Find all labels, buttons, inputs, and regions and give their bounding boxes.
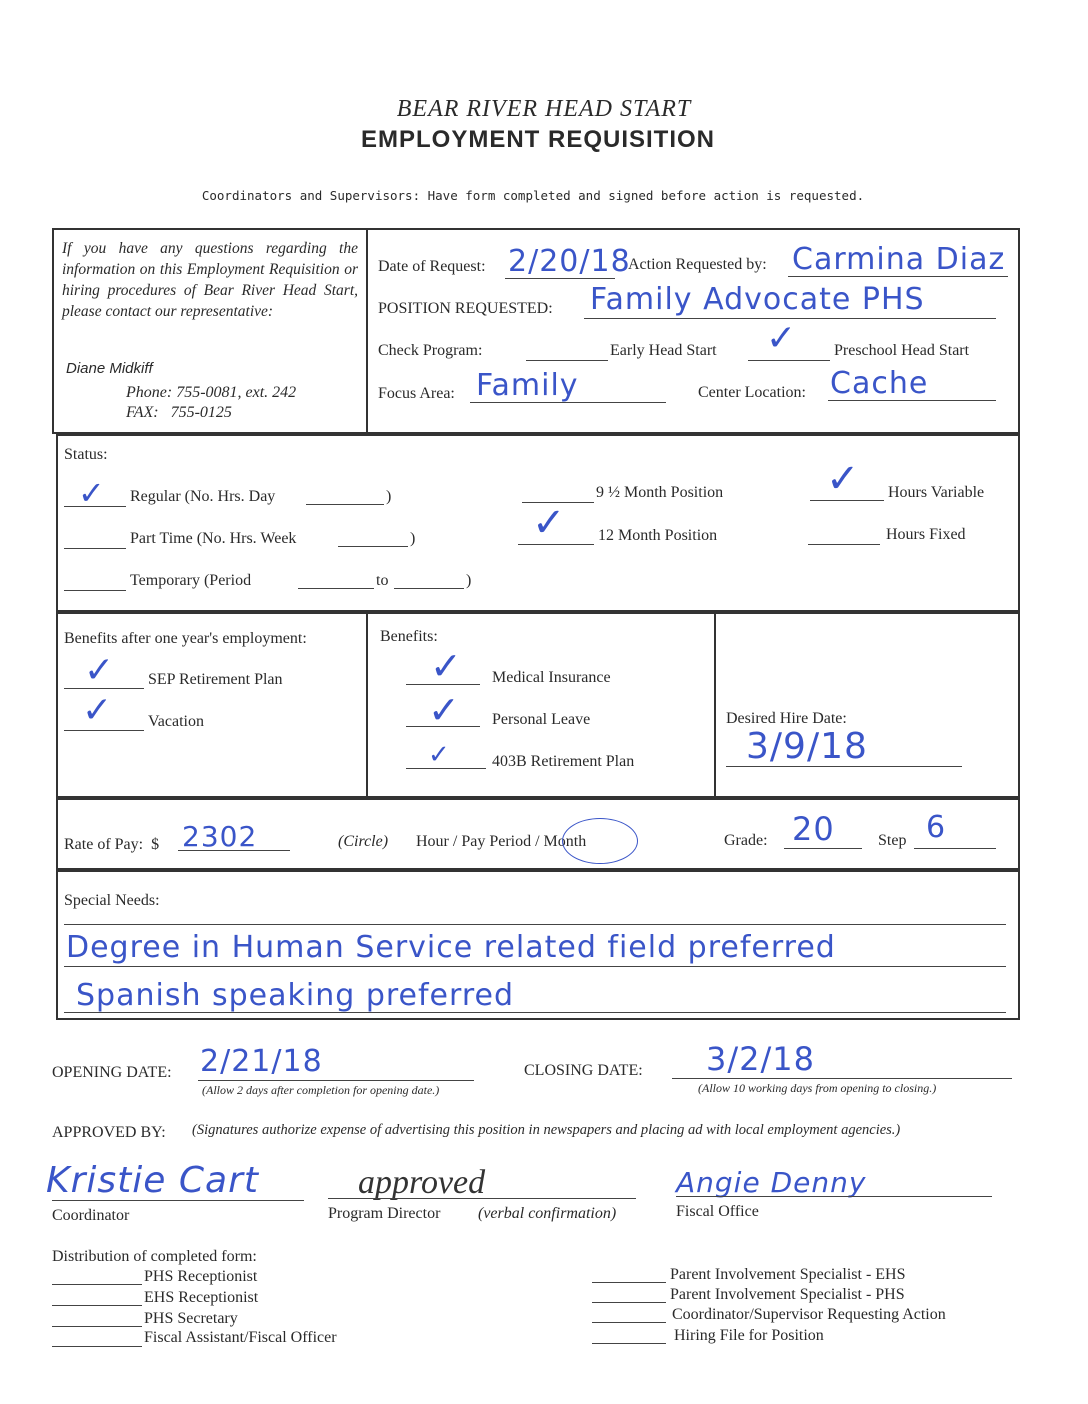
distribution-left-item: PHS Secretary <box>144 1310 238 1327</box>
sep-label: SEP Retirement Plan <box>148 671 283 688</box>
director-note: (verbal confirmation) <box>478 1205 617 1222</box>
org-name: BEAR RIVER HEAD START <box>396 96 692 122</box>
coordinator-signature: Kristie Cart <box>46 1160 259 1201</box>
coordinator-label: Coordinator <box>52 1207 130 1224</box>
special-needs-label: Special Needs: <box>64 892 160 909</box>
month-circle-icon <box>562 818 638 864</box>
hours-fixed-label: Hours Fixed <box>886 526 966 543</box>
status-label: Status: <box>64 446 108 463</box>
pay-options-label: Hour / Pay Period / Month <box>416 833 587 850</box>
header-note: Coordinators and Supervisors: Have form completed and signed before action is requested. <box>201 188 865 203</box>
twelve-month-check-icon: ✓ <box>532 500 566 546</box>
contact-text: If you have any questions regarding the information on this Employment Requisition or hiring procedures of Bear River Head Start, please contact our representative: <box>62 240 358 320</box>
position-requested-label: POSITION REQUESTED: <box>378 300 553 317</box>
grade-value: 20 <box>792 810 835 848</box>
hours-variable-check-icon: ✓ <box>826 456 860 502</box>
action-requested-value: Carmina Diaz <box>792 242 1006 277</box>
regular-close-paren: ) <box>386 488 392 505</box>
part-time-close-paren: ) <box>410 530 416 547</box>
distribution-right-item: Parent Involvement Specialist - PHS <box>670 1286 905 1303</box>
benefits-label: Benefits: <box>380 628 438 645</box>
rate-of-pay-value: 2302 <box>182 820 258 853</box>
benefits-after-label: Benefits after one year's employment: <box>64 630 307 647</box>
approved-by-note: (Signatures authorize expense of advertising this position in newspapers and placing ad with local employment agencies.) <box>192 1122 901 1138</box>
opening-date-value: 2/21/18 <box>200 1044 323 1079</box>
approved-by-label: APPROVED BY: <box>52 1124 166 1141</box>
position-requested-value: Family Advocate PHS <box>590 282 925 317</box>
hire-date-value: 3/9/18 <box>746 726 868 767</box>
retirement-label: 403B Retirement Plan <box>492 753 635 770</box>
preschool-check-icon: ✓ <box>766 318 797 359</box>
distribution-label: Distribution of completed form: <box>52 1248 257 1265</box>
fiscal-signature: Angie Denny <box>676 1166 867 1199</box>
distribution-left-item: EHS Receptionist <box>144 1289 259 1306</box>
vacation-check-icon: ✓ <box>82 690 113 731</box>
special-needs-line2: Spanish speaking preferred <box>76 978 514 1013</box>
distribution-left-item: Fiscal Assistant/Fiscal Officer <box>144 1329 337 1346</box>
twelve-month-label: 12 Month Position <box>598 527 718 544</box>
distribution-right-item: Hiring File for Position <box>674 1327 824 1344</box>
fiscal-label: Fiscal Office <box>676 1203 759 1220</box>
distribution-right-item: Coordinator/Supervisor Requesting Action <box>672 1306 946 1323</box>
action-requested-label: Action Requested by: <box>628 256 767 273</box>
hire-date-label: Desired Hire Date: <box>726 710 847 727</box>
preschool-head-start-label: Preschool Head Start <box>834 342 970 359</box>
opening-date-label: OPENING DATE: <box>52 1064 172 1081</box>
distribution-right-item: Parent Involvement Specialist - EHS <box>670 1266 906 1283</box>
focus-area-value: Family <box>476 368 579 403</box>
closing-date-value: 3/2/18 <box>706 1040 815 1078</box>
retirement-check-icon: ✓ <box>428 740 450 770</box>
center-location-label: Center Location: <box>698 384 806 401</box>
distribution-left-item: PHS Receptionist <box>144 1268 258 1285</box>
sep-check-icon: ✓ <box>84 650 115 691</box>
center-location-value: Cache <box>830 366 929 401</box>
check-program-label: Check Program: <box>378 342 483 359</box>
date-of-request-value: 2/20/18 <box>508 244 631 279</box>
closing-date-note: (Allow 10 working days from opening to closing.) <box>698 1081 937 1095</box>
step-value: 6 <box>926 810 947 845</box>
nine-month-label: 9 ½ Month Position <box>596 484 724 501</box>
temporary-to-label: to <box>376 572 389 589</box>
hours-variable-label: Hours Variable <box>888 484 985 501</box>
special-needs-line1: Degree in Human Service related field preferred <box>66 930 836 965</box>
personal-label: Personal Leave <box>492 711 591 728</box>
focus-area-label: Focus Area: <box>378 385 455 402</box>
medical-label: Medical Insurance <box>492 669 611 686</box>
hire-date-box <box>714 612 1020 798</box>
vacation-label: Vacation <box>148 713 204 730</box>
contact-name: Diane Midkiff <box>66 360 153 377</box>
date-of-request-label: Date of Request: <box>378 258 486 275</box>
temporary-label: Temporary (Period <box>130 572 252 589</box>
regular-check-icon: ✓ <box>78 474 105 512</box>
opening-date-note: (Allow 2 days after completion for opening date.) <box>202 1083 440 1097</box>
circle-label: (Circle) <box>338 833 389 850</box>
temporary-close-paren: ) <box>466 572 472 589</box>
early-head-start-label: Early Head Start <box>610 342 717 359</box>
grade-label: Grade: <box>724 832 768 849</box>
director-label: Program Director <box>328 1205 441 1222</box>
closing-date-label: CLOSING DATE: <box>524 1062 643 1079</box>
director-signature: approved <box>358 1164 486 1201</box>
regular-label: Regular (No. Hrs. Day <box>130 488 276 505</box>
medical-check-icon: ✓ <box>430 644 462 688</box>
personal-check-icon: ✓ <box>428 688 460 732</box>
rate-of-pay-label: Rate of Pay: $ <box>64 836 160 853</box>
contact-phone: Phone: 755-0081, ext. 242 <box>126 384 297 401</box>
contact-fax: FAX: 755-0125 <box>126 404 232 421</box>
step-label: Step <box>878 832 907 849</box>
part-time-label: Part Time (No. Hrs. Week <box>130 530 297 547</box>
form-title: EMPLOYMENT REQUISITION <box>360 126 715 153</box>
